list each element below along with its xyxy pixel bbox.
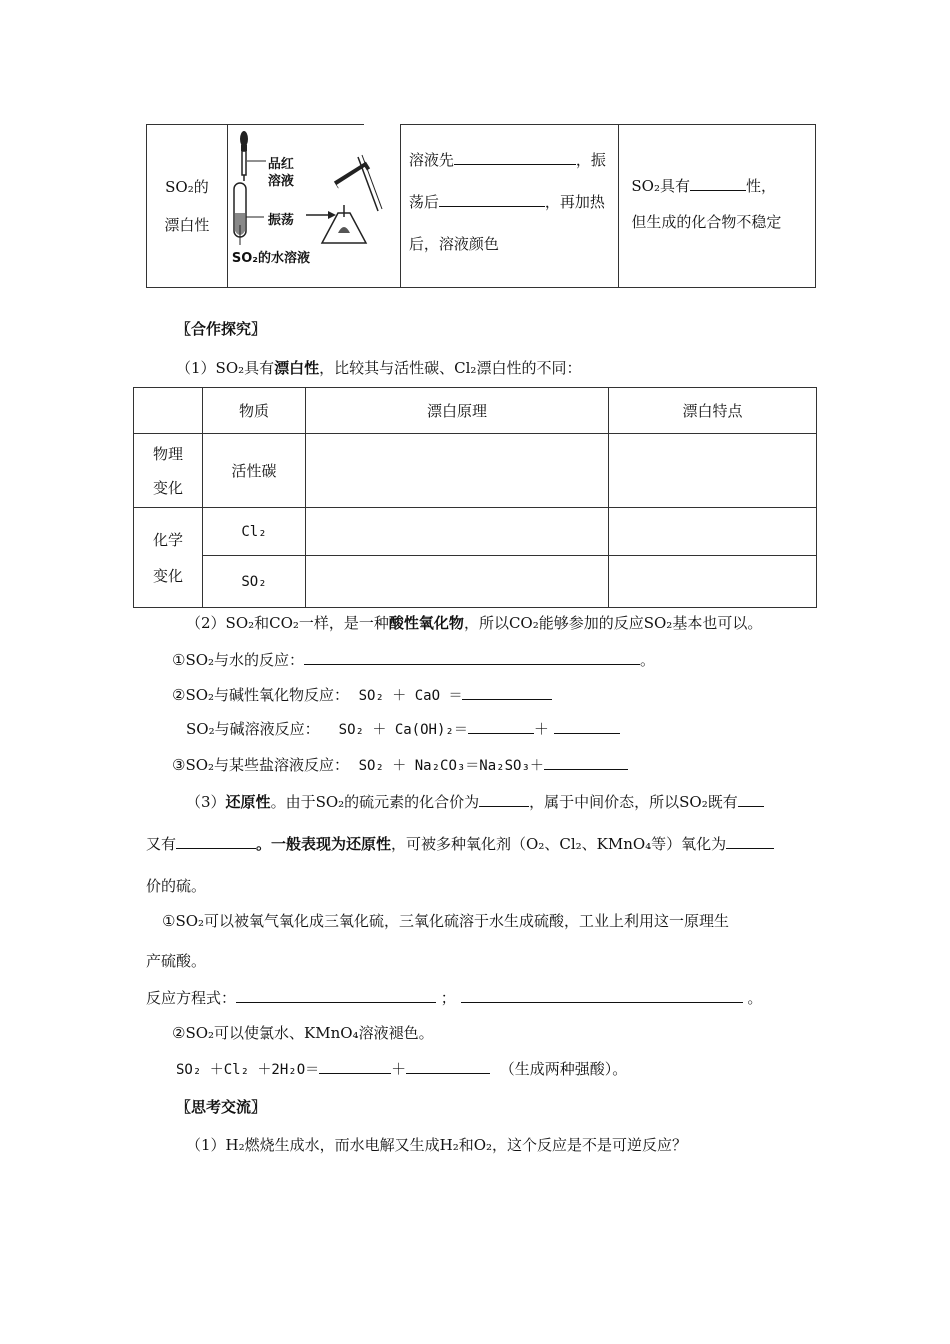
label-so2-water: SO₂的水溶液: [231, 250, 310, 266]
p1-line1: ①SO₂可以被氧气氧化成三氧化硫，三氧化硫溶于水生成硫酸，工业上利用这一原理生: [162, 912, 730, 930]
blank-eq-1[interactable]: [236, 988, 436, 1003]
blank-oxidized-valence[interactable]: [726, 834, 774, 849]
q3-line3: 价的硫。: [146, 877, 207, 895]
blank-initial-color[interactable]: [454, 150, 576, 165]
r2b-line: SO₂与碱溶液反应： SO₂ ＋ Ca(OH)₂＝ ＋: [186, 718, 620, 739]
label-pinhong: 品红: [267, 156, 294, 172]
coop-heading: 〖合作探究〗: [176, 320, 267, 338]
blank-cl2-1[interactable]: [319, 1059, 391, 1074]
blank-so2-cao[interactable]: [462, 685, 552, 700]
q1-line: （1）SO₂具有漂白性，比较其与活性碳、Cl₂漂白性的不同：: [176, 359, 582, 377]
figure-cell: [227, 125, 400, 288]
r1-line: ①SO₂与水的反应： 。: [172, 651, 656, 669]
blank-eq-2[interactable]: [461, 988, 743, 1003]
property-cell: SO₂的 漂白性: [147, 125, 228, 288]
label-rongye: 溶液: [267, 173, 294, 189]
so2-feature-cell[interactable]: [609, 556, 817, 608]
carbon-principle-cell[interactable]: [306, 434, 609, 508]
blank-so2-water[interactable]: [304, 650, 640, 665]
blank-after-shake[interactable]: [439, 192, 545, 207]
substance-cl2: Cl₂: [203, 508, 306, 556]
blank-so2-na2co3[interactable]: [544, 755, 628, 770]
substance-so2: SO₂: [203, 556, 306, 608]
r2-line: ②SO₂与碱性氧化物反应： SO₂ ＋ CaO ＝: [172, 684, 552, 705]
so2-bleach-table: [146, 124, 816, 288]
phenomenon-cell: 溶液先 ，振 荡后 ，再加热 后，溶液颜色: [400, 125, 619, 288]
cl2-eq-line: SO₂ ＋Cl₂ ＋2H₂O＝ ＋ （生成两种强酸）。: [176, 1060, 628, 1078]
label-zhendang: 振荡: [267, 212, 294, 228]
blank-cl2-2[interactable]: [406, 1059, 490, 1074]
blank-valence[interactable]: [479, 792, 529, 807]
header-principle: 漂白原理: [306, 388, 609, 434]
p1-line2: 产硫酸。: [146, 952, 207, 970]
r3-line: ③SO₂与某些盐溶液反应： SO₂ ＋ Na₂CO₃＝Na₂SO₃＋: [172, 754, 628, 775]
blank-reducing[interactable]: [176, 834, 256, 849]
physical-change-label: 物理 变化: [134, 434, 203, 508]
eq-line: 反应方程式： ； 。: [146, 989, 763, 1007]
blank-so2-caoh2-2[interactable]: [554, 719, 620, 734]
chemical-change-label: 化学 变化: [134, 508, 203, 608]
q3-line2: 又有 。一般表现为还原性，可被多种氧化剂（O₂、Cl₂、KMnO₄等）氧化为: [146, 833, 774, 854]
so2-principle-cell[interactable]: [306, 556, 609, 608]
think-heading: 〖思考交流〗: [176, 1098, 267, 1116]
blank-property[interactable]: [690, 176, 746, 191]
q3-line1: （3）还原性。由于SO₂的硫元素的化合价为 ，属于中间价态，所以SO₂既有: [186, 791, 764, 812]
q2-line: （2）SO₂和CO₂一样，是一种酸性氧化物，所以CO₂能够参加的反应SO₂基本也可以。: [186, 614, 763, 632]
carbon-feature-cell[interactable]: [609, 434, 817, 508]
think-q1: （1）H₂燃烧生成水，而水电解又生成H₂和O₂，这个反应是不是可逆反应？: [186, 1136, 688, 1154]
compare-table: [133, 387, 817, 608]
p2-line: ②SO₂可以使氯水、KMnO₄溶液褪色。: [172, 1024, 434, 1042]
cl2-principle-cell[interactable]: [306, 508, 609, 556]
conclusion-cell: SO₂具有 性， 但生成的化合物不稳定: [619, 125, 816, 288]
blank-so2-caoh2-1[interactable]: [468, 719, 534, 734]
header-feature: 漂白特点: [609, 388, 817, 434]
substance-activated-carbon: 活性碳: [203, 434, 306, 508]
header-substance: 物质: [203, 388, 306, 434]
cl2-feature-cell[interactable]: [609, 508, 817, 556]
blank-oxidizing[interactable]: [738, 792, 764, 807]
